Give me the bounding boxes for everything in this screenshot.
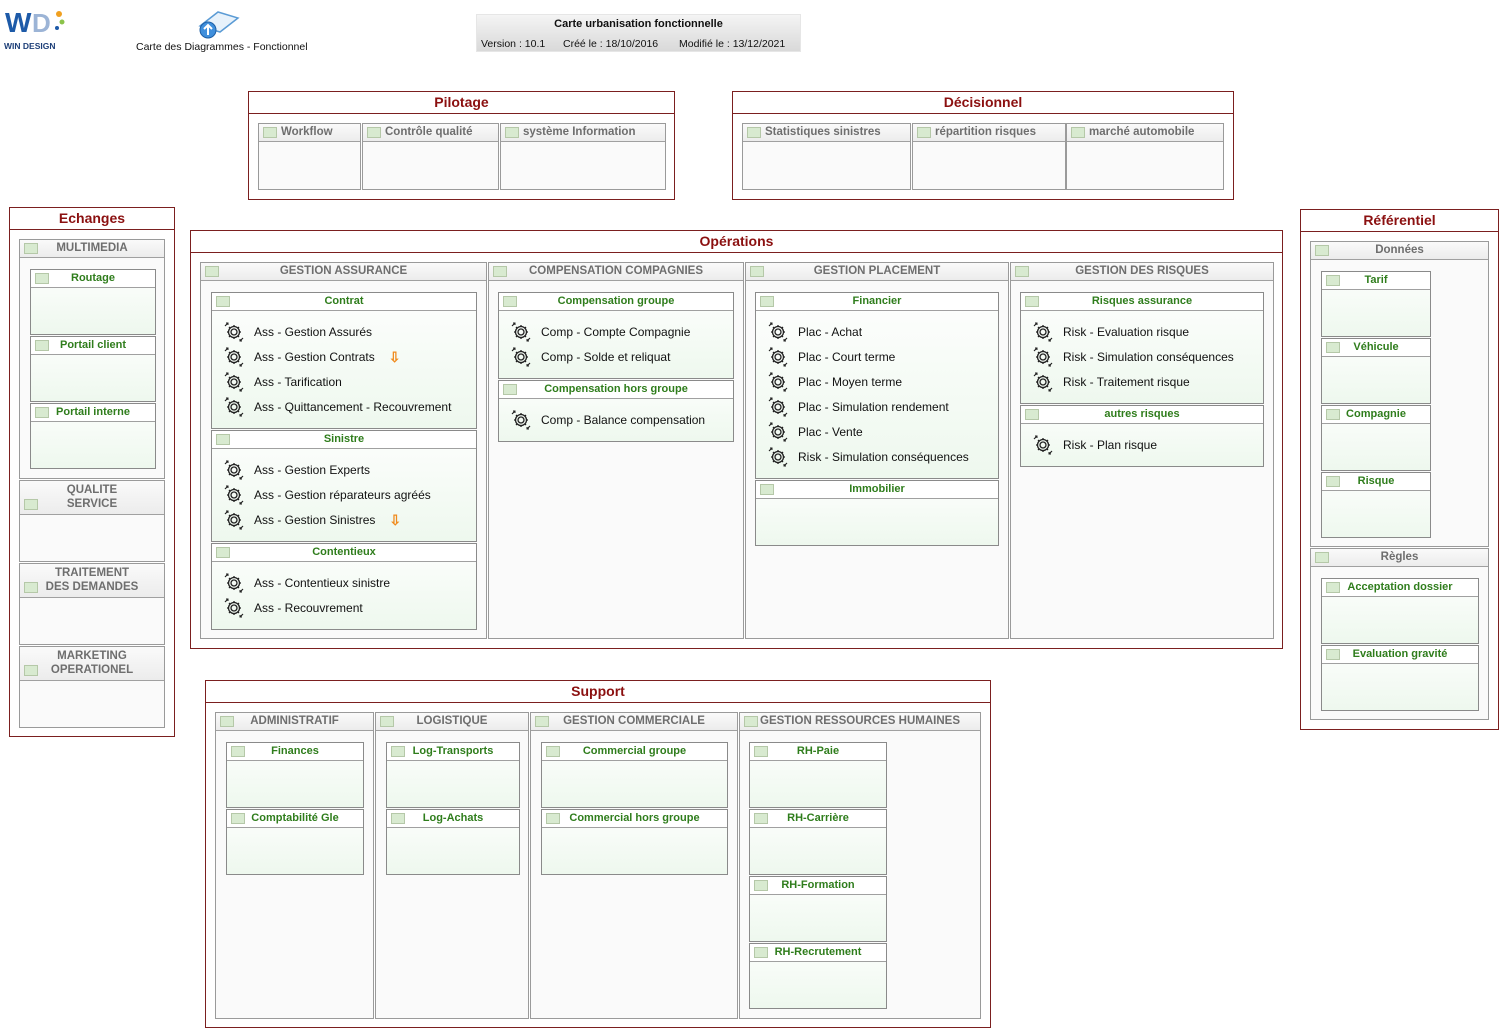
ilot-rh-paie[interactable] bbox=[749, 742, 887, 808]
bloc-label: Comp - Solde et reliquat bbox=[541, 350, 671, 364]
ilot-title: Financier bbox=[852, 295, 902, 307]
quartier-title: marché automobile bbox=[1089, 126, 1195, 138]
bloc-label: Plac - Vente bbox=[798, 425, 863, 439]
map-info-box bbox=[476, 14, 801, 52]
bloc-label: Risk - Simulation conséquences bbox=[1063, 350, 1234, 364]
process-gear-icon bbox=[224, 347, 244, 367]
ilot-title: Log-Transports bbox=[412, 745, 494, 757]
quartier-traitement-demandes[interactable] bbox=[19, 563, 165, 645]
quartier-marketing-operationel[interactable] bbox=[19, 646, 165, 728]
process-gear-icon bbox=[1033, 347, 1053, 367]
domain-title: Référentiel bbox=[1301, 210, 1498, 232]
bloc-gestion-experts[interactable] bbox=[224, 459, 370, 481]
ilot-title: Comptabilité Gle bbox=[251, 812, 339, 824]
process-gear-icon bbox=[1033, 372, 1053, 392]
quartier-title: GESTION PLACEMENT bbox=[813, 265, 941, 277]
bloc-label: Plac - Moyen terme bbox=[798, 375, 903, 389]
ilot-finances[interactable] bbox=[226, 742, 364, 808]
ilot-icon bbox=[754, 746, 768, 757]
bloc-plac-vente[interactable] bbox=[768, 421, 863, 443]
ilot-title: Contrat bbox=[324, 295, 364, 307]
ilot-routage[interactable] bbox=[30, 269, 156, 335]
process-gear-icon bbox=[768, 322, 788, 342]
bloc-risk-simulation-consequences[interactable] bbox=[768, 446, 969, 468]
bloc-label: Comp - Balance compensation bbox=[541, 413, 706, 427]
ilot-contentieux[interactable] bbox=[211, 543, 477, 630]
ilot-title: RH-Recrutement bbox=[774, 946, 862, 958]
process-gear-icon bbox=[511, 410, 531, 430]
quartier-compensation-compagnies[interactable] bbox=[488, 262, 744, 639]
quartier-regles[interactable] bbox=[1310, 548, 1489, 720]
ilot-title: Portail interne bbox=[56, 406, 130, 418]
ilot-portail-client[interactable] bbox=[30, 336, 156, 402]
ilot-risque[interactable] bbox=[1321, 472, 1431, 538]
ilot-evaluation-gravite[interactable] bbox=[1321, 645, 1479, 711]
ilot-icon bbox=[760, 484, 774, 495]
quartier-icon bbox=[24, 499, 38, 510]
quartier-gestion-ressources-humaines[interactable] bbox=[739, 712, 981, 1019]
ilot-contrat[interactable] bbox=[211, 292, 477, 429]
quartier-icon bbox=[1015, 266, 1029, 277]
ilot-title: Véhicule bbox=[1353, 341, 1399, 353]
ilot-title: Tarif bbox=[1364, 274, 1388, 286]
quartier-title: ADMINISTRATIF bbox=[250, 715, 339, 727]
process-gear-icon bbox=[768, 372, 788, 392]
ilot-title: Immobilier bbox=[849, 483, 905, 495]
map-label[interactable]: Carte des Diagrammes - Fonctionnel bbox=[136, 41, 308, 53]
ilot-icon bbox=[754, 947, 768, 958]
quartier-gestion-placement[interactable] bbox=[745, 262, 1009, 639]
bloc-plac-simulation-rendement[interactable] bbox=[768, 396, 949, 418]
ilot-rh-formation[interactable] bbox=[749, 876, 887, 942]
ilot-vehicule[interactable] bbox=[1321, 338, 1431, 404]
process-gear-icon bbox=[768, 422, 788, 442]
ilot-title: Portail client bbox=[59, 339, 127, 351]
ilot-risques-assurance[interactable] bbox=[1020, 292, 1264, 404]
orange-down-arrow-icon: ⇩ bbox=[389, 511, 402, 528]
ilot-title: Acceptation dossier bbox=[1347, 581, 1453, 593]
bloc-label: Ass - Recouvrement bbox=[254, 601, 363, 615]
ilot-title: Commercial hors groupe bbox=[569, 812, 700, 824]
ilot-icon bbox=[231, 813, 245, 824]
quartier-repartition-risques[interactable] bbox=[912, 123, 1066, 190]
quartier-icon bbox=[505, 127, 519, 138]
quartier-icon bbox=[220, 716, 234, 727]
bloc-label: Plac - Court terme bbox=[798, 350, 896, 364]
quartier-icon bbox=[493, 266, 507, 277]
process-gear-icon bbox=[224, 510, 244, 530]
ilot-compensation-groupe[interactable] bbox=[498, 292, 734, 379]
quartier-title: GESTION ASSURANCE bbox=[279, 265, 408, 277]
ilot-icon bbox=[1326, 582, 1340, 593]
quartier-title: COMPENSATION COMPAGNIES bbox=[529, 265, 703, 277]
svg-text:W: W bbox=[5, 7, 32, 38]
process-gear-icon bbox=[224, 372, 244, 392]
ilot-title: Sinistre bbox=[323, 433, 365, 445]
bloc-label: Ass - Gestion Assurés bbox=[254, 325, 373, 339]
ilot-title: Evaluation gravité bbox=[1352, 648, 1448, 660]
quartier-title: répartition risques bbox=[935, 126, 1036, 138]
ilot-icon bbox=[1025, 296, 1039, 307]
bloc-compte-compagnie[interactable] bbox=[511, 321, 690, 343]
bloc-tarification[interactable] bbox=[224, 371, 342, 393]
ilot-sinistre[interactable] bbox=[211, 430, 477, 542]
quartier-title: TRAITEMENT DES DEMANDES bbox=[45, 567, 139, 593]
domain-title: Pilotage bbox=[249, 92, 674, 114]
bloc-plac-achat[interactable] bbox=[768, 321, 862, 343]
ilot-immobilier[interactable] bbox=[755, 480, 999, 546]
quartier-title: système Information bbox=[523, 126, 636, 138]
bloc-label: Plac - Simulation rendement bbox=[798, 400, 949, 414]
ilot-icon bbox=[216, 434, 230, 445]
ilot-icon bbox=[1326, 275, 1340, 286]
ilot-financier[interactable] bbox=[755, 292, 999, 479]
ilot-icon bbox=[1326, 342, 1340, 353]
ilot-icon bbox=[546, 746, 560, 757]
bloc-plac-moyen-terme[interactable] bbox=[768, 371, 902, 393]
map-upload-icon[interactable] bbox=[196, 10, 240, 40]
process-gear-icon bbox=[511, 322, 531, 342]
ilot-commercial-groupe[interactable] bbox=[541, 742, 728, 808]
quartier-workflow[interactable] bbox=[258, 123, 361, 190]
ilot-title: Compagnie bbox=[1346, 408, 1406, 420]
ilot-title: autres risques bbox=[1104, 408, 1180, 420]
quartier-gestion-des-risques[interactable] bbox=[1010, 262, 1274, 639]
quartier-icon bbox=[535, 716, 549, 727]
quartier-title: GESTION COMMERCIALE bbox=[563, 715, 705, 727]
bloc-label: Ass - Gestion Contrats bbox=[254, 350, 375, 364]
process-gear-icon bbox=[768, 397, 788, 417]
map-title: Carte urbanisation fonctionnelle bbox=[554, 18, 723, 30]
ilot-icon bbox=[216, 296, 230, 307]
process-gear-icon bbox=[768, 447, 788, 467]
bloc-recouvrement[interactable] bbox=[224, 597, 363, 619]
quartier-icon bbox=[1315, 245, 1329, 256]
quartier-title: Statistiques sinistres bbox=[765, 126, 881, 138]
bloc-gestion-sinistres[interactable] bbox=[224, 509, 401, 531]
ilot-icon bbox=[35, 340, 49, 351]
quartier-icon bbox=[24, 582, 38, 593]
quartier-icon bbox=[744, 716, 758, 727]
ilot-icon bbox=[391, 746, 405, 757]
quartier-title: QUALITE SERVICE bbox=[66, 484, 118, 510]
ilot-icon bbox=[391, 813, 405, 824]
ilot-icon bbox=[503, 384, 517, 395]
quartier-systeme-information[interactable] bbox=[500, 123, 666, 190]
created-text: Créé le : 18/10/2016 bbox=[563, 38, 659, 50]
bloc-gestion-contrats[interactable] bbox=[224, 346, 400, 368]
quartier-title: Règles bbox=[1380, 551, 1419, 563]
bloc-label: Ass - Quittancement - Recouvrement bbox=[254, 400, 452, 414]
ilot-log-achats[interactable] bbox=[386, 809, 520, 875]
ilot-tarif[interactable] bbox=[1321, 271, 1431, 337]
version-text: Version : 10.1 bbox=[481, 38, 546, 50]
bloc-solde-reliquat[interactable] bbox=[511, 346, 670, 368]
bloc-label: Ass - Tarification bbox=[254, 375, 342, 389]
ilot-icon bbox=[35, 273, 49, 284]
ilot-icon bbox=[1326, 409, 1340, 420]
ilot-title: Contentieux bbox=[312, 546, 376, 558]
ilot-icon bbox=[754, 813, 768, 824]
process-gear-icon bbox=[224, 598, 244, 618]
quartier-icon bbox=[1071, 127, 1085, 138]
ilot-icon bbox=[35, 407, 49, 418]
domain-title: Opérations bbox=[191, 231, 1282, 253]
ilot-icon bbox=[231, 746, 245, 757]
ilot-icon bbox=[546, 813, 560, 824]
bloc-label: Risk - Traitement risque bbox=[1063, 375, 1190, 389]
quartier-title: LOGISTIQUE bbox=[416, 715, 488, 727]
quartier-title: Données bbox=[1375, 244, 1424, 256]
bloc-contentieux-sinistre[interactable] bbox=[224, 572, 390, 594]
domain-title: Décisionnel bbox=[733, 92, 1233, 114]
quartier-title: MULTIMEDIA bbox=[56, 242, 128, 254]
quartier-title: Workflow bbox=[281, 126, 333, 138]
ilot-icon bbox=[760, 296, 774, 307]
process-gear-icon bbox=[768, 347, 788, 367]
quartier-gestion-commerciale[interactable] bbox=[530, 712, 738, 1019]
ilot-rh-carriere[interactable] bbox=[749, 809, 887, 875]
process-gear-icon bbox=[511, 347, 531, 367]
ilot-portail-interne[interactable] bbox=[30, 403, 156, 469]
quartier-title: GESTION DES RISQUES bbox=[1075, 265, 1209, 277]
ilot-icon bbox=[503, 296, 517, 307]
ilot-icon bbox=[216, 547, 230, 558]
ilot-icon bbox=[1025, 409, 1039, 420]
bloc-label: Plac - Achat bbox=[798, 325, 863, 339]
quartier-logistique[interactable] bbox=[375, 712, 529, 1019]
orange-down-arrow-icon: ⇩ bbox=[388, 348, 401, 365]
quartier-icon bbox=[1315, 552, 1329, 563]
domain-echanges[interactable] bbox=[9, 207, 175, 737]
process-gear-icon bbox=[224, 397, 244, 417]
ilot-autres-risques[interactable] bbox=[1020, 405, 1264, 467]
quartier-icon bbox=[24, 243, 38, 254]
bloc-label: Risk - Evaluation risque bbox=[1063, 325, 1190, 339]
bloc-plan-risque[interactable] bbox=[1033, 434, 1157, 456]
quartier-statistiques-sinistres[interactable] bbox=[742, 123, 911, 190]
modified-text: Modifié le : 13/12/2021 bbox=[679, 38, 786, 50]
ilot-title: Risque bbox=[1357, 475, 1395, 487]
bloc-label: Ass - Gestion Sinistres bbox=[254, 513, 376, 527]
bloc-label: Risk - Plan risque bbox=[1063, 438, 1158, 452]
bloc-quittancement[interactable] bbox=[224, 396, 451, 418]
quartier-icon bbox=[24, 665, 38, 676]
quartier-title: GESTION RESSOURCES HUMAINES bbox=[760, 715, 960, 727]
quartier-marche-automobile[interactable] bbox=[1066, 123, 1224, 190]
bloc-label: Ass - Gestion réparateurs agréés bbox=[254, 488, 431, 502]
bloc-gestion-assures[interactable] bbox=[224, 321, 372, 343]
bloc-simulation-consequences[interactable] bbox=[1033, 346, 1234, 368]
bloc-balance-compensation[interactable] bbox=[511, 409, 705, 431]
ilot-icon bbox=[754, 880, 768, 891]
bloc-traitement-risque[interactable] bbox=[1033, 371, 1190, 393]
quartier-icon bbox=[367, 127, 381, 138]
quartier-multimedia[interactable] bbox=[19, 239, 165, 479]
quartier-controle-qualite[interactable] bbox=[362, 123, 499, 190]
logo-text: WIN DESIGN bbox=[4, 41, 56, 51]
ilot-title: Commercial groupe bbox=[582, 745, 687, 757]
quartier-title: MARKETING OPERATIONEL bbox=[50, 650, 134, 676]
ilot-compagnie[interactable] bbox=[1321, 405, 1431, 471]
quartier-icon bbox=[747, 127, 761, 138]
ilot-log-transports[interactable] bbox=[386, 742, 520, 808]
ilot-title: Finances bbox=[271, 745, 319, 757]
bloc-evaluation-risque[interactable] bbox=[1033, 321, 1189, 343]
domain-referentiel[interactable] bbox=[1300, 209, 1499, 730]
ilot-title: Risques assurance bbox=[1091, 295, 1193, 307]
ilot-title: RH-Formation bbox=[781, 879, 855, 891]
svg-text:D: D bbox=[32, 8, 51, 38]
ilot-compensation-hors-groupe[interactable] bbox=[498, 380, 734, 442]
quartier-icon bbox=[750, 266, 764, 277]
quartier-icon bbox=[380, 716, 394, 727]
bloc-gestion-reparateurs[interactable] bbox=[224, 484, 431, 506]
ilot-title: RH-Carrière bbox=[787, 812, 849, 824]
bloc-label: Comp - Compte Compagnie bbox=[541, 325, 691, 339]
ilot-rh-recrutement[interactable] bbox=[749, 943, 887, 1009]
process-gear-icon bbox=[1033, 435, 1053, 455]
domain-decisionnel[interactable] bbox=[732, 91, 1234, 200]
ilot-acceptation-dossier[interactable] bbox=[1321, 578, 1479, 644]
quartier-donnees[interactable] bbox=[1310, 241, 1489, 547]
bloc-label: Ass - Contentieux sinistre bbox=[254, 576, 391, 590]
domain-title: Echanges bbox=[10, 208, 174, 230]
ilot-icon bbox=[1326, 649, 1340, 660]
quartier-icon bbox=[263, 127, 277, 138]
ilot-icon bbox=[1326, 476, 1340, 487]
bloc-plac-court-terme[interactable] bbox=[768, 346, 895, 368]
quartier-gestion-assurance[interactable] bbox=[200, 262, 487, 639]
quartier-title: Contrôle qualité bbox=[385, 126, 473, 138]
process-gear-icon bbox=[224, 460, 244, 480]
process-gear-icon bbox=[224, 322, 244, 342]
domain-title: Support bbox=[206, 681, 990, 703]
domain-pilotage[interactable] bbox=[248, 91, 675, 200]
windesign-logo bbox=[2, 4, 66, 54]
ilot-title: Compensation hors groupe bbox=[544, 383, 688, 395]
bloc-label: Ass - Gestion Experts bbox=[254, 463, 371, 477]
ilot-title: Compensation groupe bbox=[557, 295, 675, 307]
quartier-qualite-service[interactable] bbox=[19, 480, 165, 562]
ilot-title: RH-Paie bbox=[796, 745, 840, 757]
domain-support[interactable] bbox=[205, 680, 991, 1028]
bloc-label: Risk - Simulation conséquences bbox=[798, 450, 969, 464]
quartier-icon bbox=[205, 266, 219, 277]
process-gear-icon bbox=[1033, 322, 1053, 342]
ilot-commercial-hors-groupe[interactable] bbox=[541, 809, 728, 875]
process-gear-icon bbox=[224, 573, 244, 593]
ilot-title: Routage bbox=[71, 272, 115, 284]
process-gear-icon bbox=[224, 485, 244, 505]
quartier-administratif[interactable] bbox=[215, 712, 374, 1019]
ilot-comptabilite-gle[interactable] bbox=[226, 809, 364, 875]
ilot-title: Log-Achats bbox=[422, 812, 484, 824]
domain-operations[interactable] bbox=[190, 230, 1283, 649]
quartier-icon bbox=[917, 127, 931, 138]
